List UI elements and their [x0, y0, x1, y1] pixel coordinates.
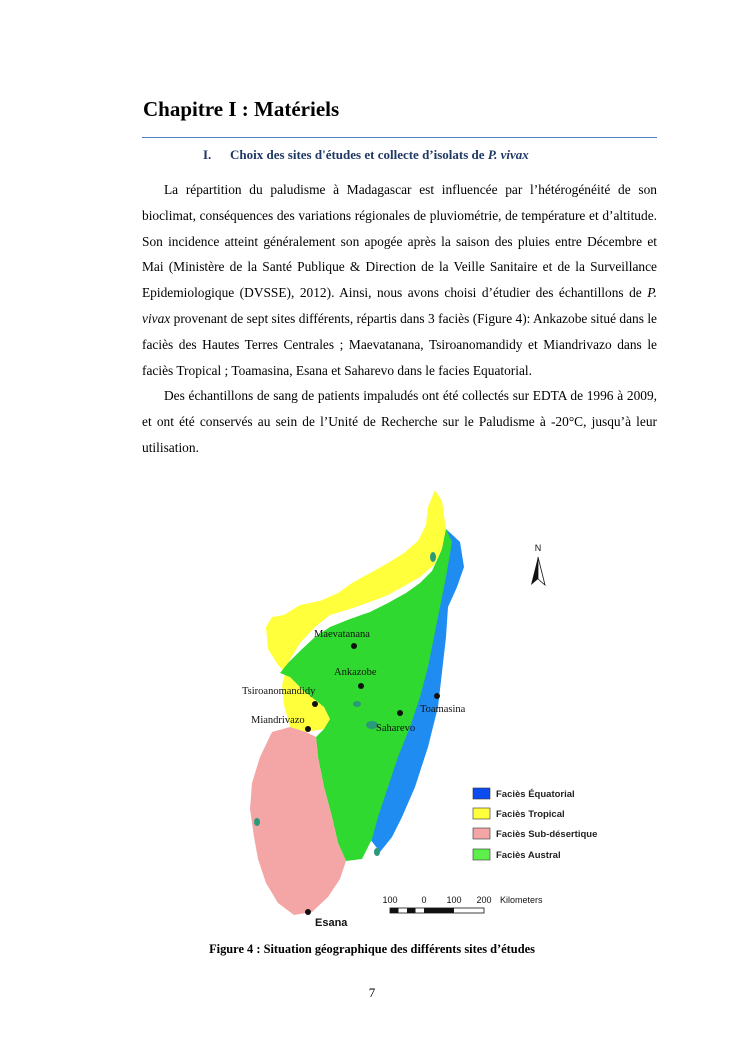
lake-southwest	[254, 818, 260, 826]
legend-label-equatorial: Faciès Équatorial	[496, 789, 575, 800]
site-label-toamasina: Toamasina	[420, 704, 466, 715]
site-label-esana: Esana	[315, 917, 348, 929]
figure-caption: Figure 4 : Situation géographique des différents sites d’études	[209, 942, 535, 956]
site-label-tsiroanomandidy: Tsiroanomandidy	[242, 686, 316, 697]
scale-tick-2: 0	[421, 895, 427, 905]
paragraph-2: Des échantillons de sang de patients impaludés ont été collectés sur EDTA de 1996 à 2009, et ont été conservés au sein de l’Unité de Recherche sur le Paludisme à -20°C, jusqu’à leur utilisation.	[142, 388, 657, 455]
site-marker-tsiroanomandidy	[312, 701, 318, 707]
scale-unit: Kilometers	[500, 895, 543, 905]
page-number: 7	[368, 985, 376, 1000]
site-label-ankazobe: Ankazobe	[334, 667, 377, 678]
section-title: Choix des sites d'études et collecte d’isolats de	[230, 147, 488, 162]
site-label-maevatanana: Maevatanana	[314, 629, 370, 640]
section-heading	[203, 147, 529, 163]
paragraph-1-part-2: provenant de sept sites différents, répartis dans 3 faciès (Figure 4): Ankazobe situé dans le faciès des Hautes Terres Centrales ; Maevatanana, Tsiroanomandidy et Miandrivazo dans le faciès Tropical ; Toamasina, Esana et Saharevo dans le facies Equatorial.	[142, 310, 657, 378]
section-title-species: P. vivax	[487, 147, 529, 162]
legend-label-tropical: Faciès Tropical	[496, 809, 565, 820]
legend-swatch-subdesert	[473, 828, 490, 839]
section-number: I.	[203, 147, 212, 162]
site-marker-saharevo	[397, 710, 403, 716]
body-text	[142, 177, 657, 461]
scale-tick-1: 100	[382, 895, 398, 905]
map-legend	[473, 788, 597, 861]
north-arrow-icon	[531, 543, 545, 585]
legend-label-austral: Faciès Austral	[496, 850, 561, 861]
legend-swatch-tropical	[473, 808, 490, 819]
lake-center	[353, 701, 361, 707]
chapter-title: Chapitre I : Matériels	[143, 97, 340, 121]
north-label: N	[534, 543, 542, 553]
site-label-miandrivazo: Miandrivazo	[251, 715, 305, 726]
madagascar-map-figure	[220, 487, 600, 929]
lake-southeast	[374, 848, 380, 856]
paragraph-1-species: P. vivax	[142, 285, 657, 326]
madagascar-map	[220, 487, 600, 929]
paragraph-1-part-1: La répartition du paludisme à Madagascar est influencée par l’hétérogénéité de son bioclimat, conséquences des variations régionales de pluviométrie, de température et d’altitude. Son incidence atteint généralement son apogée après la saison des pluies entre Décembre et Mai (Ministère de la Santé Publique & Direction de la Veille Sanitaire et de la Surveillance Epidemiologique (DVSSE), 2012). Ainsi, nous avons choisi d’étudier des échantillons de	[142, 182, 657, 301]
site-marker-toamasina	[434, 693, 440, 699]
scale-tick-3: 100	[446, 895, 462, 905]
legend-swatch-equatorial	[473, 788, 490, 799]
site-marker-maevatanana	[351, 643, 357, 649]
lake-north	[430, 552, 436, 562]
site-marker-miandrivazo	[305, 726, 311, 732]
scale-tick-4: 200	[476, 895, 492, 905]
scale-bar	[382, 895, 543, 913]
legend-swatch-austral	[473, 849, 490, 860]
site-label-saharevo: Saharevo	[376, 723, 416, 734]
title-rule	[142, 137, 657, 138]
site-marker-ankazobe	[358, 683, 364, 689]
site-marker-esana	[305, 909, 311, 915]
legend-label-subdesert: Faciès Sub-désertique	[496, 829, 598, 840]
paragraph-1	[142, 177, 657, 383]
